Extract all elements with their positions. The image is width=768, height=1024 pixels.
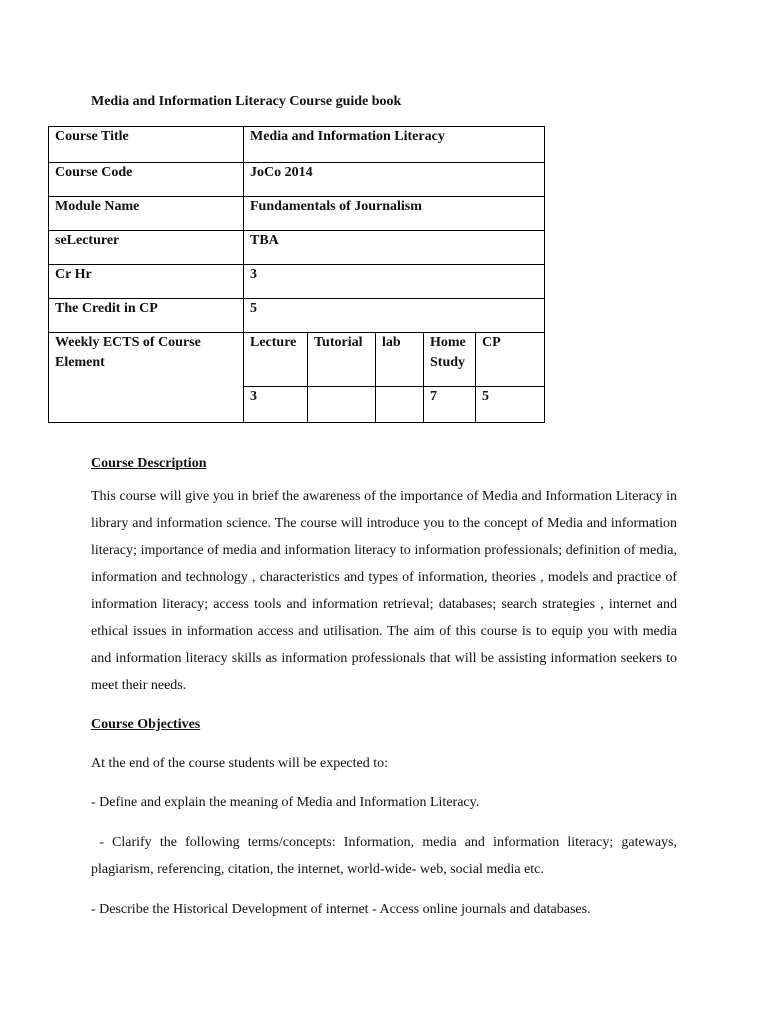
credit-cp-value: 5 <box>244 299 545 333</box>
cr-hr-label: Cr Hr <box>49 265 244 299</box>
table-row <box>49 197 545 231</box>
lecturer-label: seLecturer <box>49 231 244 265</box>
objective-item: - Describe the Historical Development of internet - Access online journals and databases. <box>91 902 591 917</box>
course-description-body: This course will give you in brief the awareness of the importance of Media and Information Literacy in library and information science. The course will introduce you to the concept of Media and information literacy; importance of media and information literacy to information professionals; definition of media, information and technology , characteristics and types of information, theories , models and practice of information literacy; access tools and information retrieval; databases; search strategies , internet and ethical issues in information access and utilisation. The aim of this course is to equip you with media and information literacy skills as information professionals that will be assisting information seekers to meet their needs. <box>91 489 677 693</box>
module-name-label: Module Name <box>49 197 244 231</box>
objectives-intro: At the end of the course students will be expected to: <box>91 756 389 771</box>
course-description-heading: Course Description <box>91 456 207 471</box>
table-row <box>49 231 545 265</box>
objective-item: - Define and explain the meaning of Media and Information Literacy. <box>91 795 480 810</box>
cr-hr-value: 3 <box>244 265 545 299</box>
weekly-header-lab: lab <box>376 333 424 387</box>
weekly-value-cp: 5 <box>476 387 545 423</box>
table-row <box>49 265 545 299</box>
table-row <box>49 163 545 197</box>
weekly-value-home-study: 7 <box>424 387 476 423</box>
course-code-value: JoCo 2014 <box>244 163 545 197</box>
course-title-label: Course Title <box>49 127 244 163</box>
weekly-ects-label: Weekly ECTS of Course Element <box>49 333 244 423</box>
weekly-value-lecture: 3 <box>244 387 308 423</box>
table-row <box>49 333 545 387</box>
course-objectives-heading: Course Objectives <box>91 717 201 732</box>
table-row <box>49 299 545 333</box>
course-info-table <box>48 126 545 423</box>
document-title: Media and Information Literacy Course guide book <box>91 94 402 109</box>
weekly-header-cp: CP <box>476 333 545 387</box>
module-name-value: Fundamentals of Journalism <box>244 197 545 231</box>
credit-cp-label: The Credit in CP <box>49 299 244 333</box>
course-code-label: Course Code <box>49 163 244 197</box>
lecturer-value: TBA <box>244 231 545 265</box>
weekly-header-home-study: Home Study <box>424 333 476 387</box>
weekly-value-tutorial <box>308 387 376 423</box>
weekly-header-lecture: Lecture <box>244 333 308 387</box>
objective-item: - Clarify the following terms/concepts: Information, media and information literacy; gateways, plagiarism, referencing, citation, the internet, world-wide- web, social media etc. <box>91 835 681 877</box>
table-row <box>49 127 545 163</box>
course-title-value: Media and Information Literacy <box>244 127 545 163</box>
weekly-value-lab <box>376 387 424 423</box>
weekly-header-tutorial: Tutorial <box>308 333 376 387</box>
